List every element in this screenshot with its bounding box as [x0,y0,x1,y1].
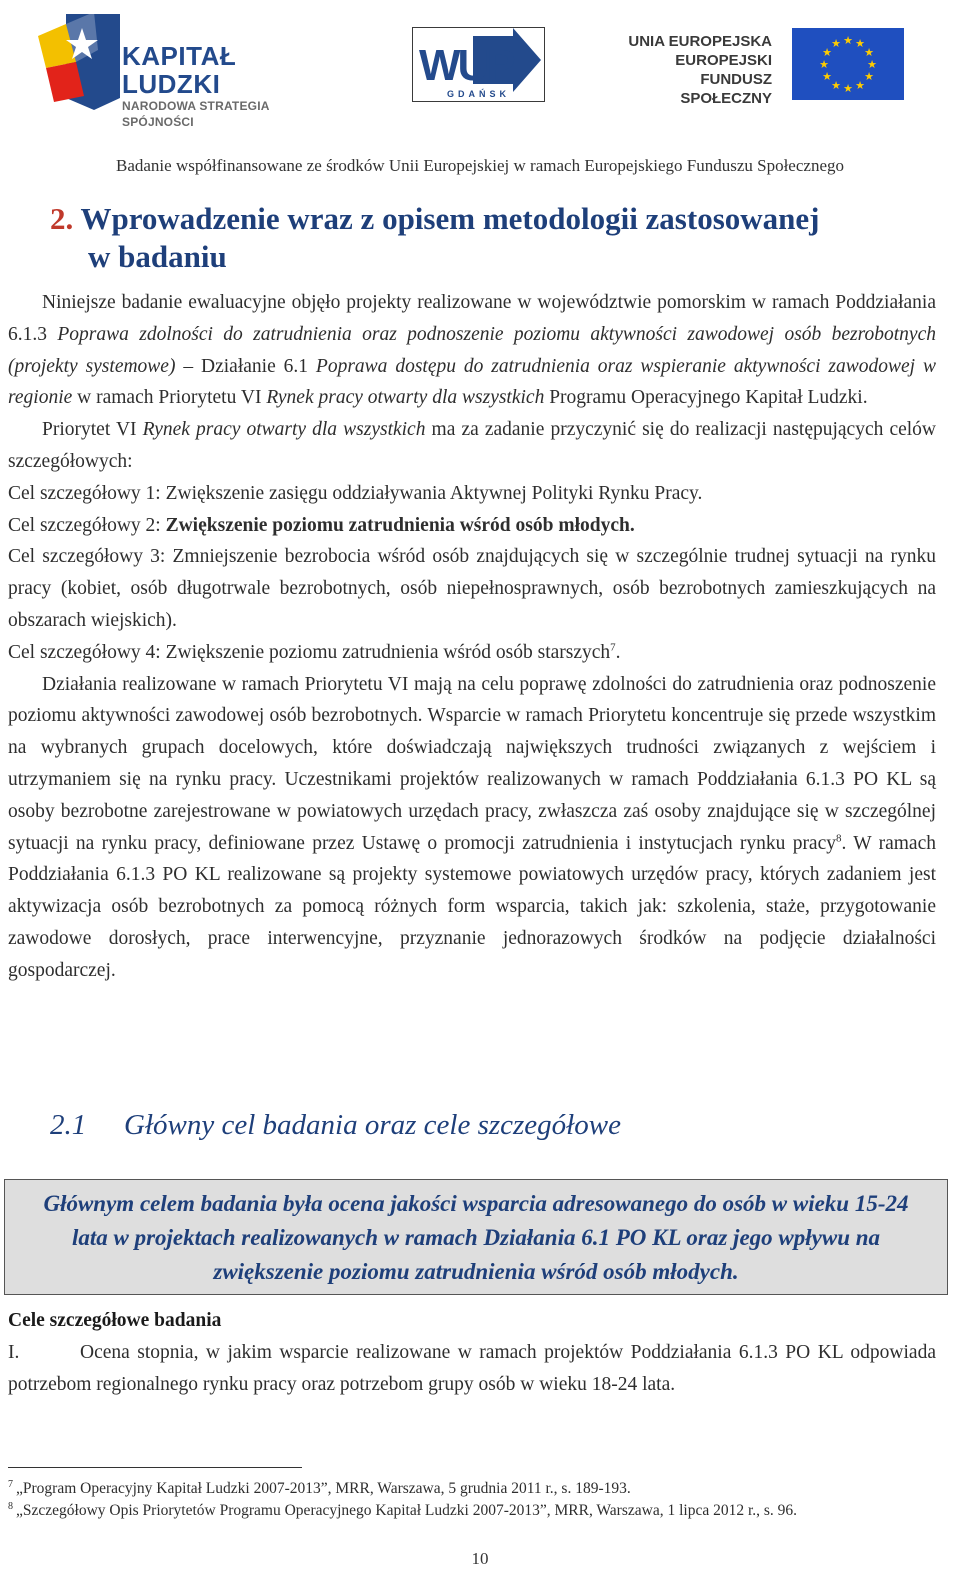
goal-1: Cel szczegółowy 1: Zwiększenie zasięgu oddziaływania Aktywnej Polityki Rynku Pracy. [8,482,703,504]
text-run: Działania realizowane w ramach Priorytetu VI mają na celu poprawę zdolności do zatrudnienia oraz podnoszenie poziomu aktywności zawodowej osób bezrobotnych. Wsparcie w ramach Priorytetu koncentruje się przede wszystkim na wybranych grupach docelowych, które doświadczają największych trudności związanych z wejściem i utrzymaniem się na rynku pracy. Uczestnikami projektów realizowanych w ramach Poddziałania 6.1.3 PO KL są osoby bezrobotne zarejestrowane w powiatowych urzędach pracy, zwłaszcza zaś osoby znajdujące się w szczególnej sytuacji na rynku pracy, definiowane przez Ustawę o promocji zatrudnienia i instytucjach rynku pracy [8,673,936,854]
footnote-7-text: „Program Operacyjny Kapitał Ludzki 2007-2013”, MRR, Warszawa, 5 grudnia 2011 r., s. 189-193. [16,1480,631,1497]
kapital-ludzki-title: KAPITAŁ LUDZKI [122,41,237,99]
footnote-7-number: 7 [8,1478,13,1490]
svg-text:★: ★ [822,70,832,83]
svg-text:★: ★ [831,37,841,50]
text-run-bold: Zwiększenie poziomu zatrudnienia wśród osób młodych. [165,514,635,536]
footnote-ref-8[interactable]: 8 [836,832,842,845]
footnotes [8,1478,948,1522]
specific-goals [8,1305,936,1400]
text-run-italic: Poprawa zdolności do zatrudnienia oraz podnoszenie poziomu aktywności zawodowej osób bezrobotnych (projekty systemowe) [8,323,936,377]
section-2-body [8,287,936,987]
eu-line2: EUROPEJSKI [675,52,772,69]
svg-text:★: ★ [864,70,874,83]
svg-text:★: ★ [843,82,853,95]
svg-text:★: ★ [822,46,832,59]
svg-text:★: ★ [843,34,853,47]
text-run: Priorytet VI [42,419,143,441]
page-number: 10 [471,1549,489,1568]
text-run-italic: Poprawa dostępu do zatrudnienia oraz wspieranie aktywności zawodowej w regionie [8,355,936,409]
svg-text:★: ★ [855,79,865,92]
kapital-ludzki-subtitle: NARODOWA STRATEGIA SPÓJNOŚCI [122,99,270,129]
section-2-heading [50,200,930,276]
text-run: Cel szczegółowy 2: [8,514,166,536]
kapital-ludzki-wordmark [122,42,336,130]
wup-subtitle: GDAŃSK [446,89,510,99]
svg-text:★: ★ [819,58,829,71]
main-goal-box: Głównym celem badania była ocena jakości wsparcia adresowanego do osób w wieku 15-24 lata w projektach realizowanych w ramach Działania 6.1 PO KL oraz jego wpływu na zwiększenie poziomu zatrudnienia wśród osób młodych. [4,1179,948,1295]
paragraph-intro [8,287,936,414]
kapital-ludzki-emblem-icon [36,6,120,110]
eu-logo [614,28,904,107]
text-run: ma za zadanie przyczynić się do realizacji następujących celów szczegółowych: [8,419,937,472]
text-run: Cel szczegółowy 4: Zwiększenie poziomu zatrudnienia wśród osób starszych [8,641,611,663]
text-run-italic: Rynek pracy otwarty dla wszystkich [142,419,426,441]
text-run: Niniejsze badanie ewaluacyjne objęło projekty realizowane w województwie pomorskim w ramach Poddziałania 6.1.3 [8,292,936,345]
paragraph-actions [8,669,936,987]
kapital-ludzki-logo [36,6,336,129]
section-2-title-line2: w badaniu [88,239,227,274]
section-2-1-number: 2.1 [50,1109,87,1141]
goal-4 [8,637,936,669]
eu-flag-icon [792,28,904,100]
footnote-8 [8,1500,948,1522]
svg-text:★: ★ [867,58,877,71]
eu-line3: FUNDUSZ SPOŁECZNY [680,71,772,107]
section-2-1-title: Główny cel badania oraz cele szczegółowe [124,1109,621,1141]
svg-text:★: ★ [864,46,874,59]
paragraph-priority [8,414,936,478]
footnote-ref-7[interactable]: 7 [610,641,616,654]
text-run: . [615,641,621,663]
text-run: w ramach Priorytetu VI [72,387,267,409]
footnote-7 [8,1478,948,1500]
text-run-italic: Rynek pracy otwarty dla wszystkich [266,387,545,409]
funding-header: Badanie współfinansowane ze środków Unii Europejskiej w ramach Europejskiego Funduszu Społecznego [116,156,844,175]
svg-text:★: ★ [831,79,841,92]
section-2-title-line1: Wprowadzenie wraz z opisem metodologii zastosowanej [80,201,820,236]
wup-gdansk-logo [412,27,545,102]
eu-line1: UNIA EUROPEJSKA [628,33,772,50]
specific-goal-1-number: I. [8,1341,20,1363]
section-2-1-heading [50,1106,930,1144]
footnote-divider [8,1467,302,1468]
footnote-8-text: „Szczegółowy Opis Priorytetów Programu Operacyjnego Kapitał Ludzki 2007-2013”, MRR, Warszawa, 1 lipca 2012 r., s. 96. [16,1502,798,1519]
specific-goal-1 [8,1337,936,1401]
eu-wordmark [614,32,772,108]
section-2-number: 2. [50,201,74,236]
svg-text:★: ★ [855,37,865,50]
logo-bar [0,0,960,140]
text-run: . W ramach Poddziałania 6.1.3 PO KL realizowane są projekty systemowe powiatowych urzędów pracy, których zadaniem jest aktywizacja osób bezrobotnych za pomocą różnych form wsparcia, takich jak: szkolenia, staże, przygotowanie zawodowe dorosłych, prace interwencyjne, przyznanie jednorazowych środków na podjęcie działalności gospodarczej. [8,832,936,981]
specific-goals-title: Cele szczegółowe badania [8,1310,222,1331]
text-run: – Działanie 6.1 [175,355,316,377]
specific-goal-1-text: Ocena stopnia, w jakim wsparcie realizowane w ramach projektów Poddziałania 6.1.3 PO KL odpowiada potrzebom regionalnego rynku pracy oraz potrzebom grupy osób w wieku 18-24 lata. [8,1341,936,1395]
wup-title: WUP [419,41,513,90]
goal-2 [8,510,936,542]
goal-3: Cel szczegółowy 3: Zmniejszenie bezrobocia wśród osób znajdujących się w szczególnie trudnej sytuacji na rynku pracy (kobiet, osób długotrwale bezrobotnych, osób niepełnosprawnych, osób bezrobotnych zamieszkujących na obszarach wiejskich). [8,546,936,631]
text-run: Programu Operacyjnego Kapitał Ludzki. [544,387,868,409]
footnote-8-number: 8 [8,1500,13,1512]
